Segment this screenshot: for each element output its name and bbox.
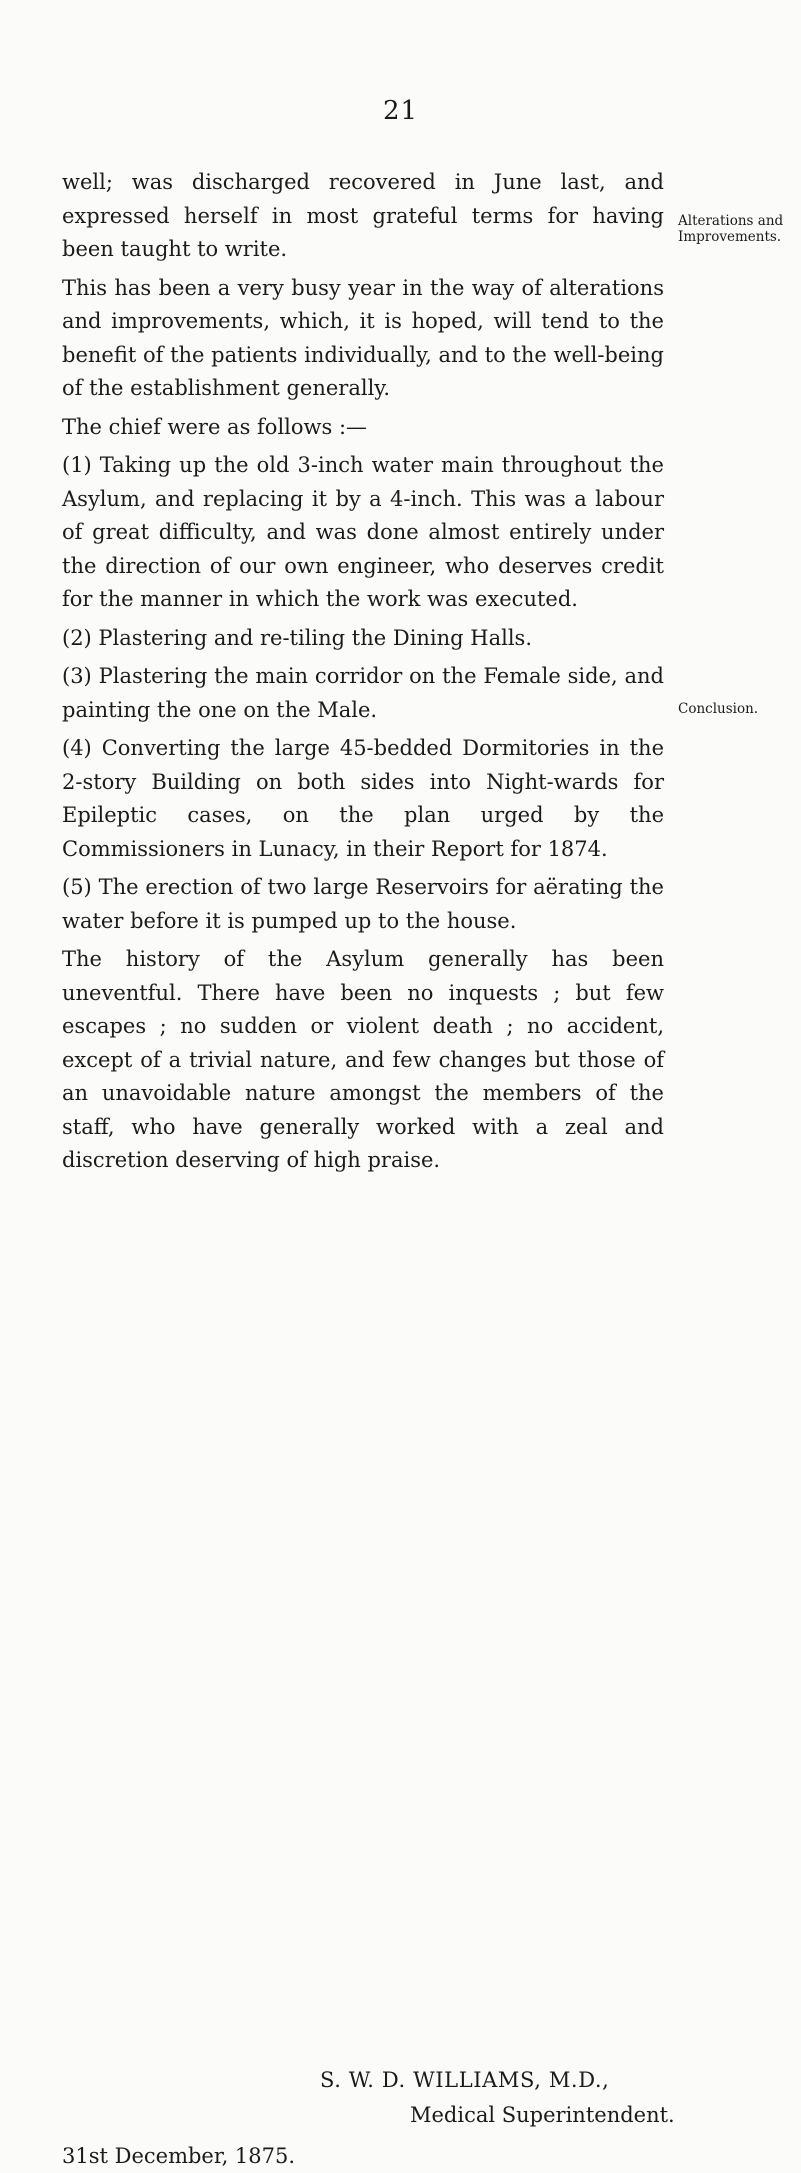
- list-item-3: (3) Plastering the main corridor on the Female side, and painting the one on the Male.: [62, 660, 664, 727]
- margin-note-alterations: Alterations and Improvements.: [678, 213, 796, 245]
- paragraph-continuation: well; was discharged recovered in June last, and expressed herself in most grateful terms for having been taught to write.: [62, 166, 664, 267]
- margin-note-conclusion: Conclusion.: [678, 701, 796, 717]
- paragraph-conclusion: The history of the Asylum generally has been uneventful. There have been no inquests ; but few escapes ; no sudden or violent death ; no accident, except of a trivial nature, and few changes but those of an unavoidable nature amongst the members of the staff, who have generally worked with a zeal and discretion deserving of high praise.: [62, 943, 664, 1178]
- signature-date: 31st December, 1875.: [62, 2140, 295, 2173]
- list-item-4: (4) Converting the large 45-bedded Dormitories in the 2-story Building on both sides into Night-wards for Epileptic cases, on the plan urged by the Commissioners in Lunacy, in their Report for 1874.: [62, 732, 664, 866]
- signature-title: Medical Superintendent.: [410, 2099, 675, 2133]
- signature-name: S. W. D. WILLIAMS, M.D.,: [320, 2064, 609, 2098]
- list-item-5: (5) The erection of two large Reservoirs for aërating the water before it is pumped up to the house.: [62, 871, 664, 938]
- main-text: [62, 166, 664, 1178]
- paragraph-alterations: This has been a very busy year in the way of alterations and improvements, which, it is hoped, will tend to the benefit of the patients individually, and to the well-being of the establishment generally.: [62, 272, 664, 406]
- list-item-2: (2) Plastering and re-tiling the Dining Halls.: [62, 622, 664, 656]
- paragraph-chief-list-intro: The chief were as follows :—: [62, 411, 664, 445]
- list-item-1: (1) Taking up the old 3-inch water main throughout the Asylum, and replacing it by a 4-inch. This was a labour of great difficulty, and was done almost entirely under the direction of our own engineer, who deserves credit for the manner in which the work was executed.: [62, 449, 664, 617]
- page-number: 21: [0, 96, 801, 126]
